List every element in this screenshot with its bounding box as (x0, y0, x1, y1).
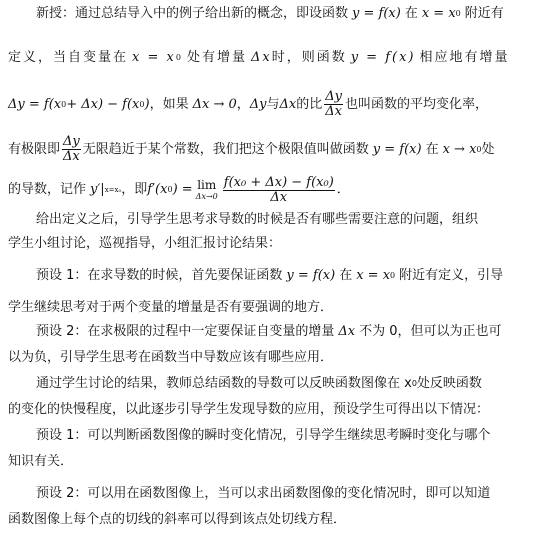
p6-line-1 (36, 484, 541, 504)
math-sub: x=x₀ (104, 186, 122, 194)
fraction-derivative (223, 176, 335, 205)
p2-line-2 (8, 234, 541, 254)
text: 附近有 (464, 6, 504, 21)
text: 附近有定义，引导 (399, 268, 504, 283)
math-y-fx: y = f(x) (350, 50, 416, 65)
text: 新授：通过总结导入中的例子给出新的概念，即设函数 (36, 6, 349, 21)
text: ． (336, 182, 350, 197)
math-dx: Δx (338, 324, 356, 339)
frac-num: Δy (63, 134, 80, 149)
p3-line-1 (36, 266, 541, 286)
math-sub: 0 (455, 9, 461, 18)
text: 通过学生讨论的结果，教师总结函数的导数可以反映函数图像在 x (36, 376, 412, 391)
text: 不为 0，但可以为正也可 (359, 324, 502, 339)
math-y-fx: y = f(x) (286, 268, 336, 283)
text: 时，则函数 (271, 50, 347, 65)
text: 函数图像上每个点的切线的斜率可以得到该点处切线方程． (8, 512, 347, 527)
text: 处有增量 (186, 50, 247, 65)
math-sub: 0 (476, 144, 482, 154)
text: 的比 (296, 96, 323, 112)
text: 知识有关． (8, 454, 74, 469)
math-y-fx: y = f(x) (352, 6, 401, 21)
text: 在 (404, 6, 418, 21)
text: 定义，当自变量在 (8, 50, 129, 65)
text: 以为负，引导学生思考在函数当中导数应该有哪些应用． (8, 350, 334, 365)
math-f-prime: f′(x (147, 182, 168, 197)
frac-num: f(x₀ + Δx) − f(x₀) (223, 174, 334, 190)
p6-line-2 (8, 510, 541, 530)
p5-line-3 (36, 426, 541, 446)
p5-line-4 (8, 452, 541, 472)
text: 的变化的快慢程度，以此逐步引导学生发现导数的应用，预设学生可得出以下情况： (8, 402, 490, 417)
p2-line-1 (36, 210, 541, 230)
frac-den: Δx (325, 104, 342, 119)
text: 预设 1：可以判断函数图像的瞬时变化情况，引导学生继续思考瞬时变化与哪个 (36, 428, 491, 443)
math-x-x0: x = x (356, 268, 391, 283)
math-dy-expr: ) (144, 96, 150, 112)
p1-line-3 (8, 90, 541, 119)
lim-text: lim (197, 178, 217, 192)
text: 有极限即 (8, 141, 61, 157)
text: 无限趋近于某个常数，我们把这个极限值叫做函数 (82, 141, 369, 157)
math-sub: 0 (139, 99, 145, 109)
math-dy-expr: + Δx) − f(x (66, 96, 140, 112)
text: 预设 1：在求导数的时候，首先要保证函数 (36, 268, 283, 283)
fraction-dy-dx (62, 135, 81, 164)
text: 学生小组讨论，巡视指导，小组汇报讨论结果： (8, 236, 282, 251)
math-dx: Δx (279, 96, 297, 112)
math-dx-to-0: Δx → 0 (192, 96, 237, 112)
p1-line-2 (8, 48, 541, 68)
text: 处反映函数 (416, 376, 482, 391)
text: 相应地有增量 (419, 50, 510, 65)
p1-line-4 (8, 135, 541, 164)
text: 的导数，记作 (8, 182, 87, 197)
math-sub: 0 (61, 99, 67, 109)
math-sub: 0 (167, 185, 173, 194)
p4-line-2 (8, 348, 541, 368)
text: ，即 (121, 182, 148, 197)
text: 学生继续思考对于两个变量的增量是否有要强调的地方． (8, 300, 334, 315)
math-dy-expr: Δy = f(x (8, 96, 62, 112)
p5-line-2 (8, 400, 541, 420)
p4-line-1 (36, 322, 541, 342)
limit-operator (196, 179, 218, 201)
p1-line-5 (8, 176, 541, 204)
frac-den: Δx (63, 149, 80, 164)
text: 在 (339, 268, 353, 283)
math-sub: 0 (390, 271, 396, 280)
text: 预设 2：在求极限的过程中一定要保证自变量的增量 (36, 324, 335, 339)
fraction-dy-dx (324, 90, 343, 119)
p1-line-1 (36, 4, 541, 24)
subscript: 0 (411, 379, 417, 388)
math-dx: Δx (250, 50, 272, 65)
math-y-prime: y′| (90, 182, 105, 197)
math-dy: Δy (249, 96, 267, 112)
lim-sub: Δx→0 (195, 192, 218, 201)
math-sub: 0 (175, 53, 183, 62)
text: 处 (481, 141, 495, 157)
math-x-to-x0: x → x (442, 141, 477, 157)
math-x-x0: x = x (421, 6, 456, 21)
text: ， (236, 96, 250, 112)
text: 预设 2：可以用在函数图像上，当可以求出函数图像的变化情况时，即可以知道 (36, 486, 491, 501)
frac-num: Δy (325, 89, 342, 104)
p5-line-1 (36, 374, 541, 394)
text: 也叫函数的平均变化率， (345, 96, 489, 112)
text: 在 (425, 141, 439, 157)
math-x-x0: x = x (132, 50, 176, 65)
math-f-prime: ) = (172, 182, 193, 197)
text: 与 (266, 96, 280, 112)
frac-den: Δx (270, 189, 288, 205)
math-y-fx: y = f(x) (372, 141, 422, 157)
p3-line-2 (8, 298, 541, 318)
text: 给出定义之后，引导学生思考求导数的时候是否有哪些需要注意的问题，组织 (36, 212, 479, 227)
text: ，如果 (149, 96, 189, 112)
